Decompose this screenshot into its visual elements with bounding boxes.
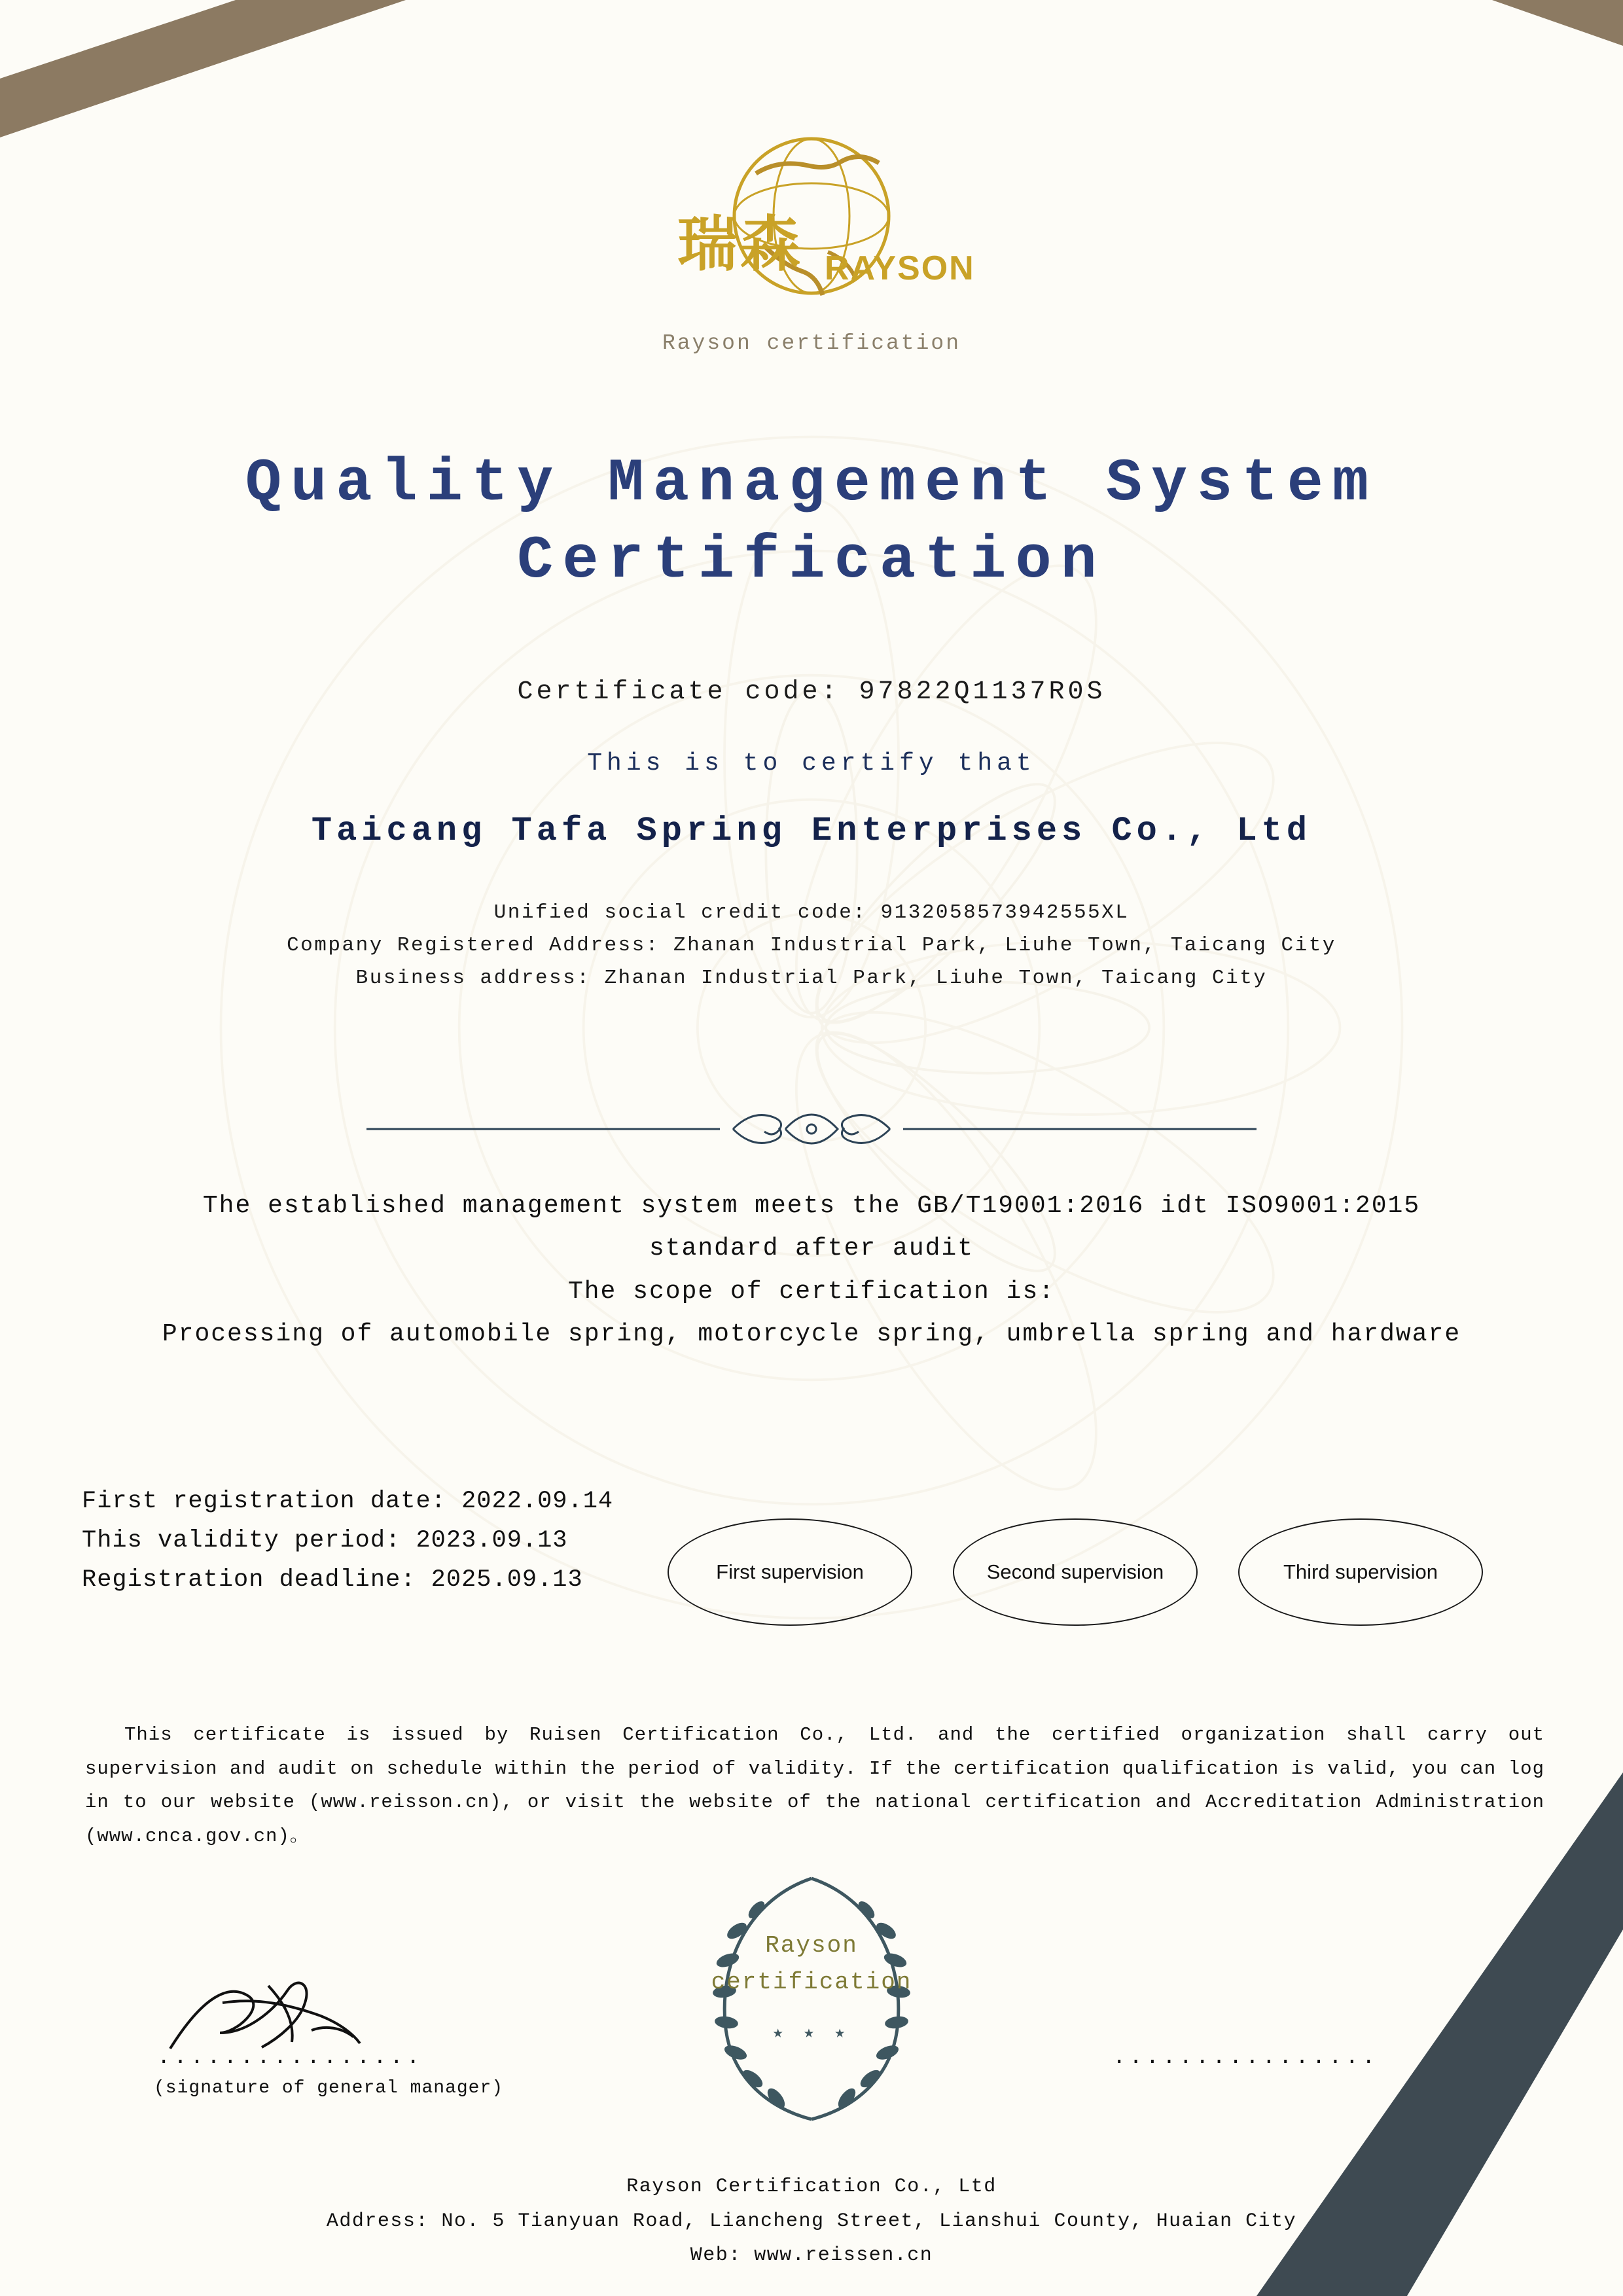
seal-line-1: Rayson	[765, 1932, 858, 1959]
logo-chinese-text: 瑞森	[677, 209, 804, 279]
supervision-oval-second: Second supervision	[953, 1518, 1198, 1626]
scope-label: The scope of certification is:	[567, 1277, 1056, 1306]
right-dotted-line: ................	[1113, 2045, 1379, 2070]
footer-web: Web: www.reissen.cn	[690, 2244, 933, 2267]
date-block	[82, 1482, 613, 1600]
footer	[0, 2170, 1623, 2273]
registered-address: Company Registered Address: Zhanan Industrial Park, Liuhe Town, Taicang City	[287, 934, 1336, 958]
scope-value: Processing of automobile spring, motorcycle spring, umbrella spring and hardware	[162, 1320, 1461, 1349]
signature-dotted-line: ................	[157, 2045, 423, 2070]
logo-english-text: RAYSON	[825, 249, 975, 287]
registration-deadline: Registration deadline: 2025.09.13	[82, 1566, 583, 1594]
notice-body: This certificate is issued by Ruisen Certification Co., Ltd. and the certified organization shall carry out supervision and audit on schedule within the period of validity. If the certification qualification is valid, you can log in to our website (www.reisson.cn), or visit the website of the national certification and Accreditation Administration (www.cnca.gov.cn)。	[85, 1724, 1544, 1847]
title-line-1: Quality Management System	[245, 449, 1378, 518]
certification-body	[0, 1185, 1623, 1355]
first-registration-date: First registration date: 2022.09.14	[82, 1488, 614, 1515]
corner-decoration-top-right	[1492, 0, 1623, 46]
supervision-oval-third: Third supervision	[1238, 1518, 1483, 1626]
corner-decoration-top-left-inner	[0, 0, 236, 79]
logo-subtitle: Rayson certification	[662, 331, 961, 355]
globe-icon	[658, 128, 975, 324]
footer-company: Rayson Certification Co., Ltd	[626, 2176, 997, 2198]
business-address: Business address: Zhanan Industrial Park, Liuhe Town, Taicang City	[355, 967, 1268, 990]
validity-period: This validity period: 2023.09.13	[82, 1526, 568, 1554]
certify-statement: This is to certify that	[587, 749, 1036, 778]
credit-code: Unified social credit code: 9132058573942555XL	[493, 901, 1130, 924]
page-title	[0, 445, 1623, 600]
brand-logo	[0, 128, 1623, 355]
signature-caption: (signature of general manager)	[154, 2078, 504, 2098]
title-line-2: Certification	[517, 526, 1106, 595]
standard-line-2: standard after audit	[649, 1234, 974, 1263]
standard-line-1: The established management system meets the GB/T19001:2016 idt ISO9001:2015	[202, 1192, 1421, 1220]
supervision-stamps	[668, 1518, 1483, 1626]
company-name: Taicang Tafa Spring Enterprises Co., Ltd	[311, 812, 1312, 850]
supervision-oval-first: First supervision	[668, 1518, 912, 1626]
organization-details	[0, 897, 1623, 996]
seal-stars: ★ ★ ★	[772, 2023, 851, 2043]
ornamental-divider	[366, 1106, 1257, 1152]
notice-text	[85, 1718, 1544, 1853]
seal-line-2: certification	[711, 1968, 912, 1996]
footer-address: Address: No. 5 Tianyuan Road, Liancheng Street, Lianshui County, Huaian City	[326, 2210, 1297, 2233]
certificate-code: Certificate code: 97822Q1137R0S	[517, 677, 1106, 707]
